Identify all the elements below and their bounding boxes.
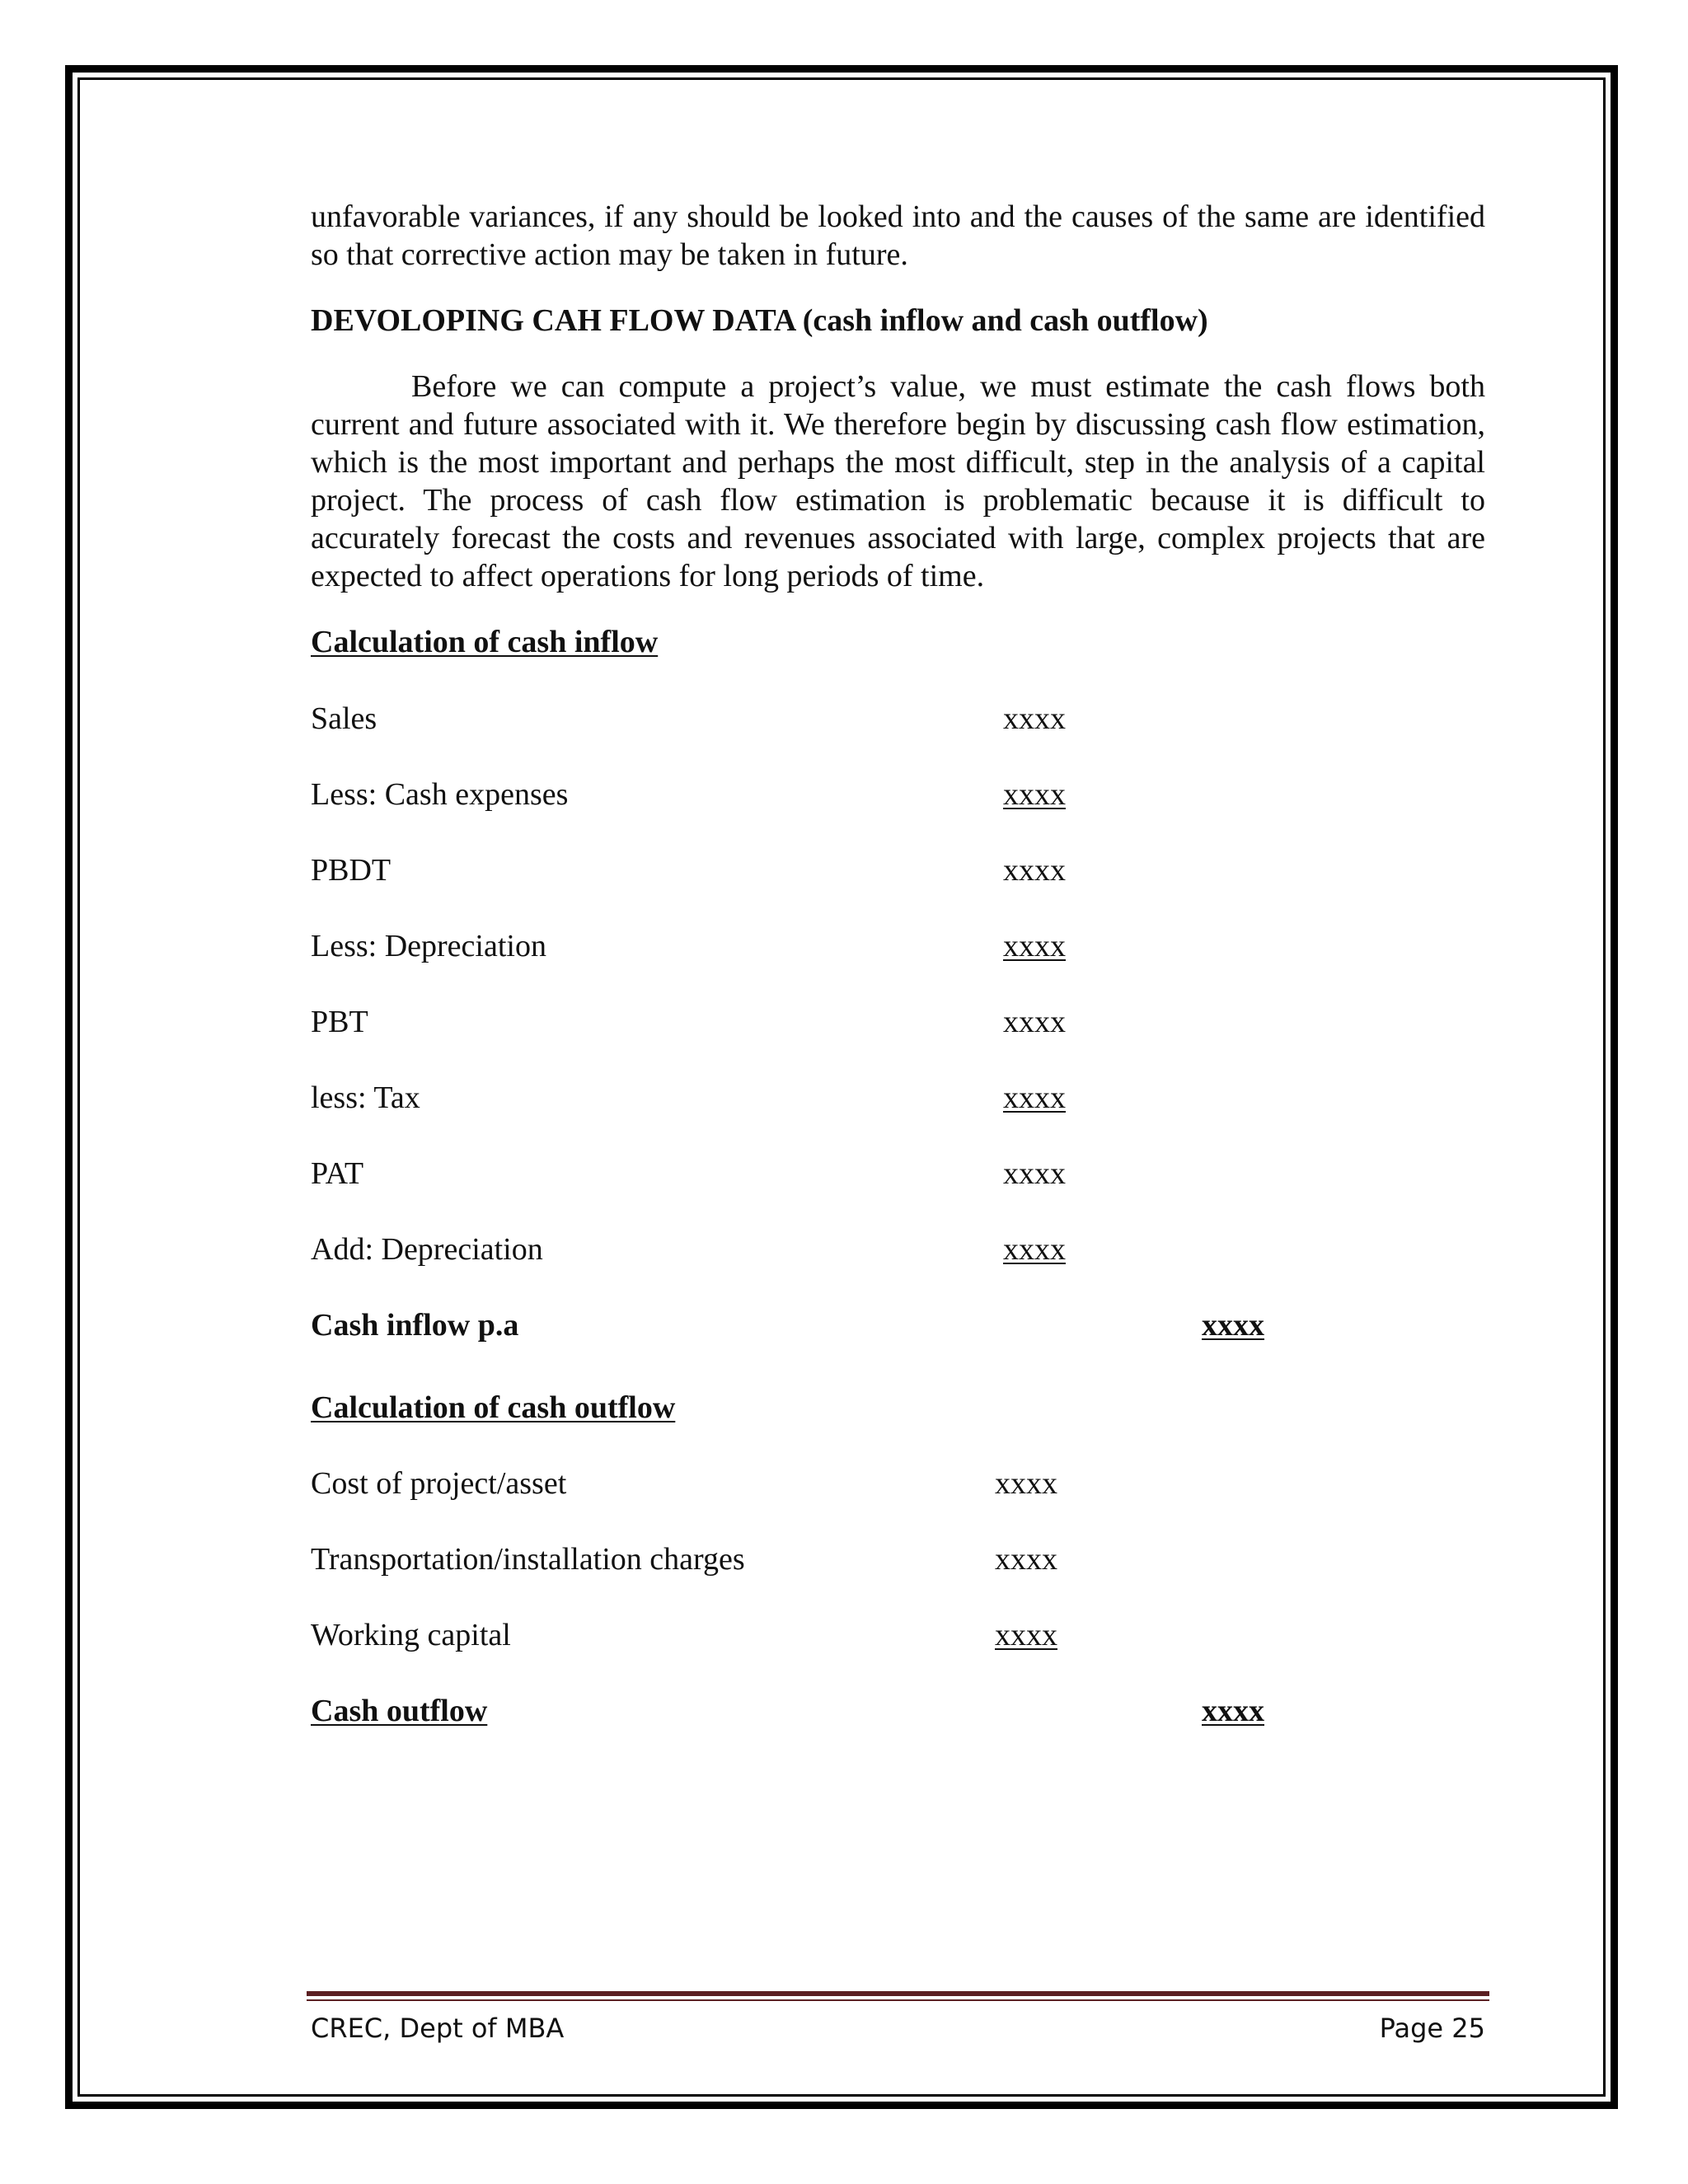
row-value: xxxx — [1003, 1005, 1066, 1039]
outflow-row-cost — [311, 1465, 1485, 1502]
outflow-heading: Calculation of cash outflow — [311, 1390, 676, 1425]
total-label: Cash inflow p.a — [311, 1308, 519, 1343]
row-value: xxxx — [1003, 701, 1066, 736]
outflow-row-transport — [311, 1540, 1485, 1578]
row-label: Less: Depreciation — [311, 929, 546, 963]
inflow-row-cash-expenses — [311, 776, 1485, 813]
body-paragraph: Before we can compute a project’s value, we must estimate the cash flows both current and future associated with it. We therefore begin by discussing cash flow estimation, which is the most important and perhaps the most difficult, step in the analysis of a capital project. The process of cash flow estimation is problematic because it is difficult to accurately forecast the costs and revenues associated with large, complex projects that are expected to affect operations for long periods of time. — [311, 369, 1485, 593]
row-label: less: Tax — [311, 1080, 420, 1115]
inflow-row-pbt — [311, 1003, 1485, 1041]
row-value: xxxx — [1003, 1232, 1066, 1267]
row-value: xxxx — [1003, 929, 1066, 963]
inflow-total-row — [311, 1306, 1485, 1344]
row-label: Less: Cash expenses — [311, 777, 569, 812]
row-value: xxxx — [1003, 1080, 1066, 1115]
total-label: Cash outflow — [311, 1694, 488, 1728]
inflow-row-tax — [311, 1079, 1485, 1117]
row-value: xxxx — [1003, 1156, 1066, 1191]
row-value: xxxx — [1003, 853, 1066, 888]
row-label: Cost of project/asset — [311, 1466, 567, 1501]
inflow-row-pat — [311, 1155, 1485, 1193]
row-label: PBT — [311, 1005, 368, 1039]
page-number: Page 25 — [1379, 2013, 1485, 2044]
footer-rule-thin — [307, 1999, 1489, 2001]
outflow-row-working-capital — [311, 1616, 1485, 1654]
row-label: Add: Depreciation — [311, 1232, 543, 1267]
row-value: xxxx — [995, 1618, 1057, 1652]
row-label: Transportation/installation charges — [311, 1542, 745, 1577]
footer-department: CREC, Dept of MBA — [311, 2013, 565, 2044]
row-value: xxxx — [1003, 777, 1066, 812]
row-label: PBDT — [311, 853, 392, 888]
intro-paragraph: unfavorable variances, if any should be looked into and the causes of the same are identified so that corrective action may be taken in future. — [311, 199, 1485, 272]
footer-rule — [307, 1991, 1489, 1996]
row-label: Working capital — [311, 1618, 511, 1652]
outflow-total-row — [311, 1692, 1485, 1730]
inflow-heading: Calculation of cash inflow — [311, 625, 659, 659]
inflow-row-depreciation — [311, 927, 1485, 965]
total-value: xxxx — [1202, 1308, 1264, 1343]
inflow-row-add-depreciation — [311, 1230, 1485, 1268]
row-label: Sales — [311, 701, 377, 736]
section-heading: DEVOLOPING CAH FLOW DATA (cash inflow and cash outflow) — [311, 303, 1208, 338]
inflow-row-sales — [311, 700, 1485, 738]
inflow-row-pbdt — [311, 851, 1485, 889]
row-value: xxxx — [995, 1466, 1057, 1501]
row-label: PAT — [311, 1156, 364, 1191]
total-value: xxxx — [1202, 1694, 1264, 1728]
row-value: xxxx — [995, 1542, 1057, 1577]
